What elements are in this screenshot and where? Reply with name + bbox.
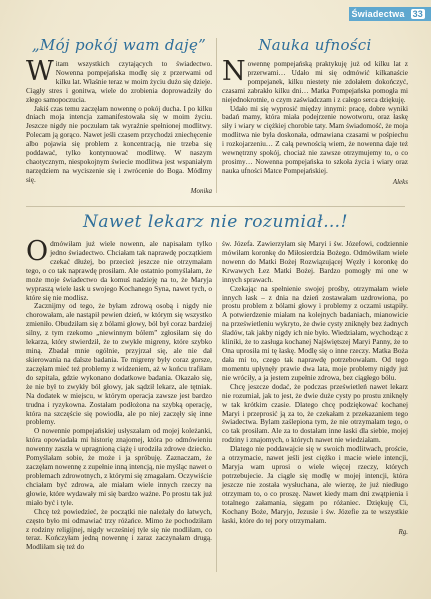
article-title: „Mój pokój wam daję” <box>31 36 207 54</box>
paragraph: Jakiś czas temu zaczęłam nowennę o pokój ducha. I po kilku dniach moja intencja zamanifestowała się w moim życiu. Jeszcze nigdy nie poczułam tak wyraźnie spełnionej modlitwy. Polecam ją gorąco. Nawet jeśli czasem przychodzi zniechęcenie albo pojawia się problem z koncentracją, nie trzeba się poddawać, tylko kontynuować modlitwę. W naszym chaotycznym, niespokojnym świecie modlitwa jest wspaniałym narzędziem na wyciszenie się i zwrócenie do Boga. Módlmy się. <box>26 104 212 184</box>
paragraph: Zacznijmy od tego, że byłam zdrową osobą i nigdy nie chorowałam, ale nastąpił pewien dzień, w którym się wszystko zmieniło. Obudziłam się z bólami głowy, ból był coraz bardziej silny, z tym rzekomo „niewinnym bólem” zgłosiłam się do lekarza, który stwierdził, że to zwykłe migreny, które szybko miną. Zbadał mnie ogólnie, przyjrzał się, ale nie dał skierowania na dalsze badania. Te migreny były coraz gorsze, zaczęłam mieć też problemy z widzeniem, aż w końcu trafiłam do szpitala, gdzie wykonano dodatkowe badania. Okazało się, że nie był to zwykły ból głowy, jak sądził lekarz, ale tętniak. Na dodatek w miejscu, w którym operacja zawsze jest bardzo trudna i ryzykowna. Zostałam podłożona na szybką operację, która na szczęście się powiodła, ale po niej zaczęły się inne problemy. <box>26 301 212 427</box>
paragraph: Czekając na spełnienie swojej prośby, otrzymałam wiele innych łask – z dnia na dzień zostawałam uzdrowiona, po prostu problem z bólami głowy i problemy z oczami ustąpiły. A potwierdzenie miałam na kolejnych badaniach, mianowicie na prześwietleniu wykryto, że dwie cysty zniknęły bez żadnych śladów, tak jakby nigdy ich nie było. Wiedziałam, wychodząc z kliniki, że to zasługa kochanej Najświętszej Maryi Panny, że to Ona uprosiła mi tę łaskę. Modlę się o inne rzeczy. Matka Boża dała mi to, czego tak naprawdę potrzebowałam. Od tego momentu upłynęły prawie dwa lata, moje problemy nigdy już nie wróciły, a ja jestem zupełnie zdrowa, bez ciągłego bólu. <box>222 283 408 382</box>
article-moj-pokoj <box>26 36 212 195</box>
article-title: Nauka ufności <box>258 36 372 54</box>
article-body <box>26 56 212 185</box>
article-lekarz-right-column <box>222 240 408 536</box>
paragraph: itam wszystkich czytających to świadectwo. Nowenna pompejańska modlę się z przerwami od kilku lat. Właśnie teraz w moim życiu dużo się dzieje. Ciągły stres i gonitwa, wiele do zrobienia doprowadziły do złego samopoczucia. <box>26 60 212 104</box>
article-body <box>222 240 408 526</box>
signature: Aleks <box>392 177 408 186</box>
dropcap: O <box>26 236 49 267</box>
dropcap: W <box>26 56 54 87</box>
signature: Monika <box>190 186 212 195</box>
article-body <box>222 56 408 176</box>
page-number: 33 <box>412 9 423 19</box>
column-divider <box>216 242 217 572</box>
paragraph: Dlatego nie poddawajcie się w swoich modlitwach, proście, a otrzymacie, nawet jeśli jest ciężko i macie wiele intencji, Maryja wam uprosi o wiele więcej rzeczy, których potrzebujecie. Ja ciągle się modlę w mojej intencji, która jeszcze nie została wysłuchana, ale wierzę, że już niedługo otrzymam to, o co proszę. Nawet kiedy mam dni zwątpienia i totalnego załamania, sięgam po różaniec. Dziękuję Ci, Kochany Boże, Maryjo, Jezusie i św. Józefie za te wszystkie łaski, które do tej pory otrzymałam. <box>222 444 408 525</box>
paragraph: św. Józefa. Zawierzyłam się Maryi i św. Józefowi, codziennie mówiłam koronkę do Miłosierdzia Bożego. Odmówiłam wiele nowenn do Matki Bożej Rozwiązującej Węzły i koronkę do Krwawych Łez Matki Bożej. Bardzo pomogły mi one w innych sprawach. <box>222 239 408 284</box>
paragraph: Chcę też powiedzieć, że początki nie należały do łatwych, często było mi odmawiać trzy różańce. Mimo że pochodziłam z rodziny religijnej, nigdy wcześniej tyle się nie modliłam, co teraz. Kończyłam jedną nowennę i zaraz zaczynałam drugą. Modliłam się też do <box>26 506 212 552</box>
dropcap: N <box>222 56 246 87</box>
paragraph: Udało mi się wyprosić między innymi: pracę, dobre wyniki badań mamy, która miała podejrzenie nowotworu, oraz łaskę siły i wiary w ciężkiej chorobie taty. Mam świadomość, że moja modlitwa nie była doskonała, odmawiana czasami w pośpiechu i rozkojarzeniu… Z całą pewnością wiem, że nowenna daje też wewnętrzny spokój, chociaż nie zawsze otrzymujemy to, o co prosimy… Nowenna pompejańska to szkoła życia i wiary oraz nauka ufności Matce Pompejańskiej. <box>222 104 408 175</box>
signature: Rg. <box>398 527 408 536</box>
paragraph: O nowennie pompejańskiej usłyszałam od mojej koleżanki, która opowiadała mi historię znajomej, która po odmówieniu nowenny zaszła w upragnioną ciążę i urodziła zdrowe dziecko. Pomyślałam sobie, że może i ja spróbuję. Zaznaczam, że zaczęłam nowennę z zupełnie inną intencją, nie myśląc nawet o problemach zdrowotnych, z którymi się zmagałam. Oczywiście chciałam być zdrowa, ale miałam wiele innych rzeczy na głowie, które wydawały mi się bardzo ważne. Po prostu tak już miało być i tyle. <box>26 426 212 507</box>
article-body <box>26 236 212 552</box>
section-label: Świadectwa <box>351 9 405 19</box>
article-title-lekarz: Nawet lekarz nie rozumiał…! <box>83 212 348 232</box>
paragraph: dmówiłam już wiele nowenn, ale napisałam tylko jedno świadectwo. Chciałam tak naprawdę początkiem czekać dłużej, bo przecież jeszcze nie otrzymałam tego, o co tak naprawdę prosiłam. Ale ostatnio pomyślałam, że może moje świadectwo da komuś nadzieję na to, że Maryja wypraszą wiele łask u swojego Kochanego Syna, nawet tych, o które się nie modlisz. <box>26 239 212 302</box>
section-divider <box>26 206 405 207</box>
article-lekarz-left-column <box>26 236 212 552</box>
column-divider <box>216 38 217 193</box>
paragraph: owennę pompejańską praktykuję już od kilku lat z przerwami… Udało mi się odmówić kilkanaście pompejanek, kilku niestety nie zdołałem dokończyć, czasami zabrakło kilku dni… Matka Pompejańska pomogła mi niejednokrotnie, o czym zaświadczam i z całego serca dziękuję. <box>222 60 408 104</box>
article-nauka-ufnosci <box>222 36 408 186</box>
paragraph: Chcę jeszcze dodać, że podczas prześwietleń nawet lekarz nie rozumiał, jak to jest, że dwie duże cysty po prostu zniknęły w tak krótkim czasie. Dlatego chcę podziękować kochanej Maryi i przeprosić ją za to, że czekałam z przekazaniem tego świadectwa. Bylam zaślepiona tym, że nie otrzymałam tego, o co tak prosiłam. Ale za to dostałam inne łaski dla siebie, mojej rodziny i znajomych, o których nawet nie wiedziałam. <box>222 381 408 445</box>
section-header <box>349 7 431 21</box>
